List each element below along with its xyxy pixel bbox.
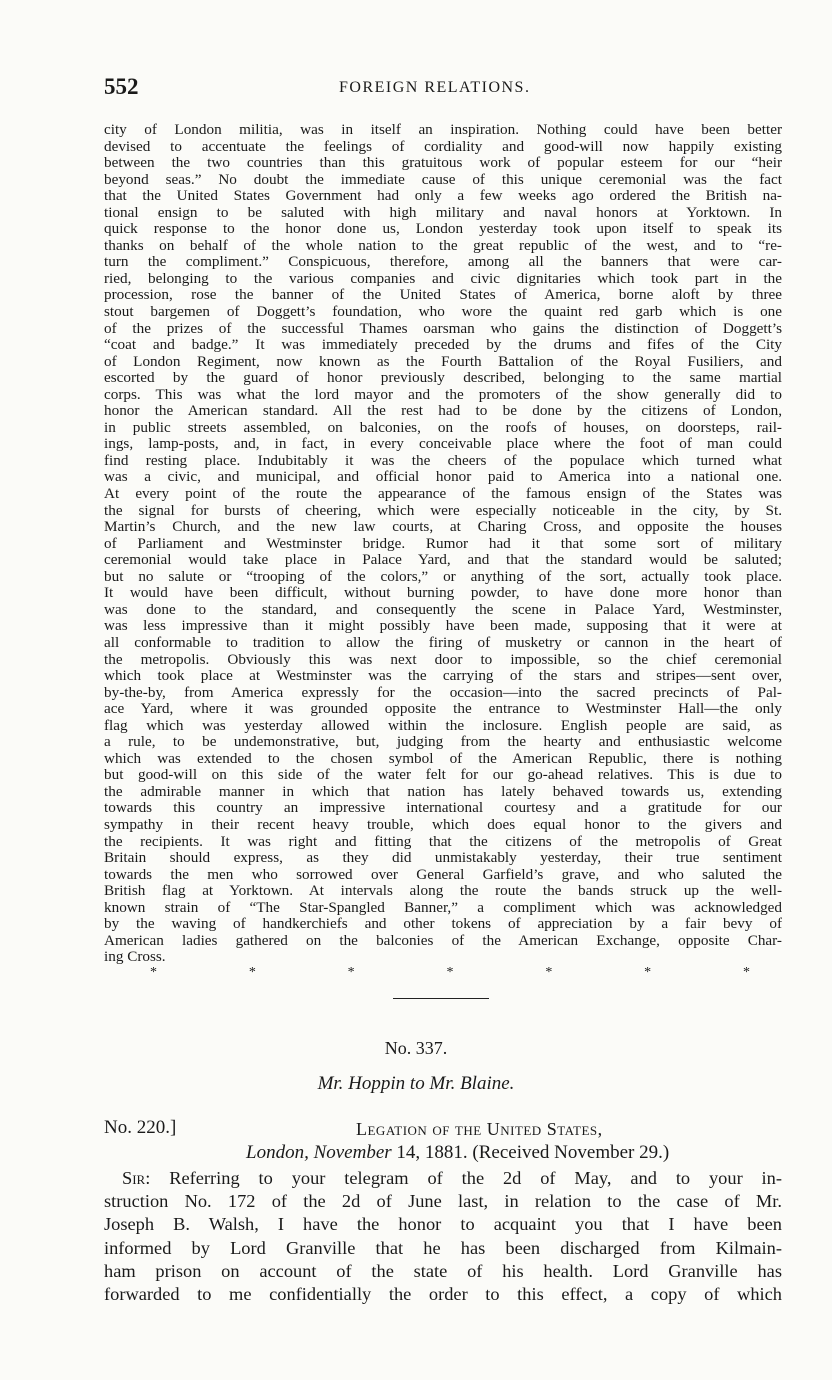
letter-line: ham prison on account of the state of his health. Lord Granville has: [104, 1260, 782, 1281]
text-line: It would have been difficult, without burning powder, to have done more honor than: [104, 585, 782, 602]
text-line: of Parliament and Westminster bridge. Rumor had it that some sort of military: [104, 535, 782, 552]
text-line: devised to accentuate the feelings of cordiality and good-will now happily existing: [104, 138, 782, 155]
ellipsis-star: *: [150, 965, 157, 980]
ellipsis-star: *: [644, 965, 652, 980]
text-line: sympathy in their recent heavy trouble, which does equal honor to the givers and: [104, 816, 782, 833]
ellipsis-star: *: [446, 965, 454, 980]
text-line: thanks on behalf of the whole nation to the great republic of the west, and to “re-: [104, 237, 782, 254]
text-line: turn the compliment.” Conspicuous, therefore, among all the banners that were car-: [104, 254, 782, 271]
section-divider: [393, 998, 489, 999]
text-line: At every point of the route the appearance of the famous ensign of the States was: [104, 486, 782, 503]
text-line: but good-will on this side of the water felt for our go-ahead relatives. This is due to: [104, 767, 782, 784]
text-line: the signal for bursts of cheering, which were especially noticeable in the city, by St.: [104, 502, 782, 519]
text-line: corps. This was what the lord mayor and the promoters of the show generally did to: [104, 386, 782, 403]
text-line: Britain should express, as they did unmistakably yesterday, their true sentiment: [104, 850, 782, 867]
text-line: ace Yard, where it was grounded opposite the entrance to Westminster Hall—the only: [104, 701, 782, 718]
text-line: beyond seas.” No doubt the immediate cause of this unique ceremonial was the fact: [104, 171, 782, 188]
text-line: of the prizes of the successful Thames oarsman who gains the distinction of Doggett’s: [104, 320, 782, 337]
text-line: between the two countries than this gratuitous work of popular esteem for our “heir: [104, 155, 782, 172]
text-line: escorted by the guard of honor previously described, belonging to the same martial: [104, 370, 782, 387]
text-line: ried, belonging to the various companies and civic dignitaries which took part in the: [104, 270, 782, 287]
text-line: by-the-by, from America expressly for the occasion—into the sacred precincts of Pal-: [104, 684, 782, 701]
letter-line: struction No. 172 of the 2d of June last, in relation to the case of Mr.: [104, 1191, 782, 1212]
text-line: a rule, to be undemonstrative, but, judging from the hearty and enthusiastic welcome: [104, 734, 782, 751]
text-line: was less impressive than it might possibly have been made, supposing that it were at: [104, 618, 782, 635]
ellipsis-star: *: [742, 965, 750, 980]
page-number: 552: [104, 74, 139, 99]
ellipsis-stars: [150, 965, 750, 987]
dateline: [246, 1142, 669, 1164]
text-line: which was extended to the chosen symbol of the American Republic, there is nothing: [104, 750, 782, 767]
ellipsis-star: *: [248, 965, 256, 980]
text-line: was a civic, and municipal, and official honor paid to America into a national one.: [104, 469, 782, 486]
text-line: city of London militia, was in itself an inspiration. Nothing could have been better: [104, 122, 782, 138]
continued-article-text: [104, 122, 782, 966]
text-line: the admirable manner in which that nation has lately behaved towards us, extending: [104, 783, 782, 800]
text-line: procession, rose the banner of the United States of America, borne aloft by three: [104, 287, 782, 304]
text-line: by the waving of handkerchiefs and other tokens of appreciation by a fair bevy of: [104, 916, 782, 933]
ellipsis-star: *: [347, 965, 355, 980]
dateline-date: 14, 1881.: [396, 1142, 468, 1163]
dateline-place: London, November: [246, 1142, 392, 1163]
document-number: No. 337.: [384, 1038, 448, 1058]
text-line: the recipients. It was right and fitting that the citizens of the metropolis of Great: [104, 833, 782, 850]
text-line: flag which was yesterday allowed within the inclosure. English people are said, as: [104, 717, 782, 734]
running-head: [104, 74, 784, 104]
letter-body: [104, 1167, 782, 1306]
dispatch-reference: No. 220.]: [104, 1117, 177, 1138]
text-line: honor the American standard. All the rest had to be done by the citizens of London,: [104, 403, 782, 420]
text-line: Martin’s Church, and the new law courts, at Charing Cross, and opposite the houses: [104, 519, 782, 536]
text-line: tional ensign to be saluted with high military and naval honors at Yorktown. In: [104, 204, 782, 221]
text-line: ings, lamp-posts, and, in fact, in every conceivable place where the foot of man could: [104, 436, 782, 453]
letter-line: informed by Lord Granville that he has been discharged from Kilmain-: [104, 1237, 782, 1258]
text-line: stout bargemen of Doggett’s foundation, who wore the quaint red garb which is one: [104, 304, 782, 321]
text-line: towards this country an impressive international courtesy and a gratitude for our: [104, 800, 782, 817]
text-line: towards the men who sorrowed over General Garfield’s grave, and who saluted the: [104, 866, 782, 883]
text-line: ceremonial would take place in Palace Yard, and that the standard would be saluted;: [104, 552, 782, 569]
text-line: was done to the standard, and consequently the scene in Palace Yard, Westminster,: [104, 601, 782, 618]
text-line: quick response to the honor done us, London yesterday took upon itself to speak its: [104, 221, 782, 238]
text-line: all conformable to tradition to allow the firing of musketry or cannon in the heart of: [104, 634, 782, 651]
text-line: in public streets assembled, on balconies, on the roofs of houses, on doorsteps, rail-: [104, 419, 782, 436]
letter-line: Joseph B. Walsh, I have the honor to acquaint you that I have been: [104, 1214, 782, 1235]
text-line: “coat and badge.” It was immediately preceded by the drums and fifes of the City: [104, 337, 782, 354]
text-line: which took place at Westminster was the carrying of the stars and stripes—sent over,: [104, 668, 782, 685]
text-line: the metropolis. Obviously this was next door to impossible, so the chief ceremonial: [104, 651, 782, 668]
text-line: that the United States Government had only a few weeks ago ordered the British na-: [104, 188, 782, 205]
text-line: American ladies gathered on the balconies of the American Exchange, opposite Char-: [104, 932, 782, 949]
ellipsis-star: *: [545, 965, 553, 980]
running-title: FOREIGN RELATIONS.: [339, 79, 531, 96]
document-heading: Mr. Hoppin to Mr. Blaine.: [317, 1073, 515, 1094]
text-line: ing Cross.: [104, 949, 166, 966]
text-line: known strain of “The Star-Spangled Banner,” a compliment which was acknowledged: [104, 899, 782, 916]
text-line: find resting place. Indubitably it was the cheers of the populace which turned what: [104, 452, 782, 469]
text-line: of London Regiment, now known as the Fourth Battalion of the Royal Fusiliers, and: [104, 353, 782, 370]
text-line: but no salute or “trooping of the colors,” or anything of the sort, actually took place.: [104, 568, 782, 585]
letter-line: forwarded to me confidentially the order to this effect, a copy of which: [104, 1283, 782, 1304]
text-line: British flag at Yorktown. At intervals along the route the bands struck up the well-: [104, 883, 782, 900]
received-note: (Received November 29.): [472, 1142, 670, 1163]
sender-legation: Legation of the United States,: [356, 1119, 603, 1139]
letter-line: Sir: Referring to your telegram of the 2d of May, and to your in-: [122, 1168, 782, 1188]
